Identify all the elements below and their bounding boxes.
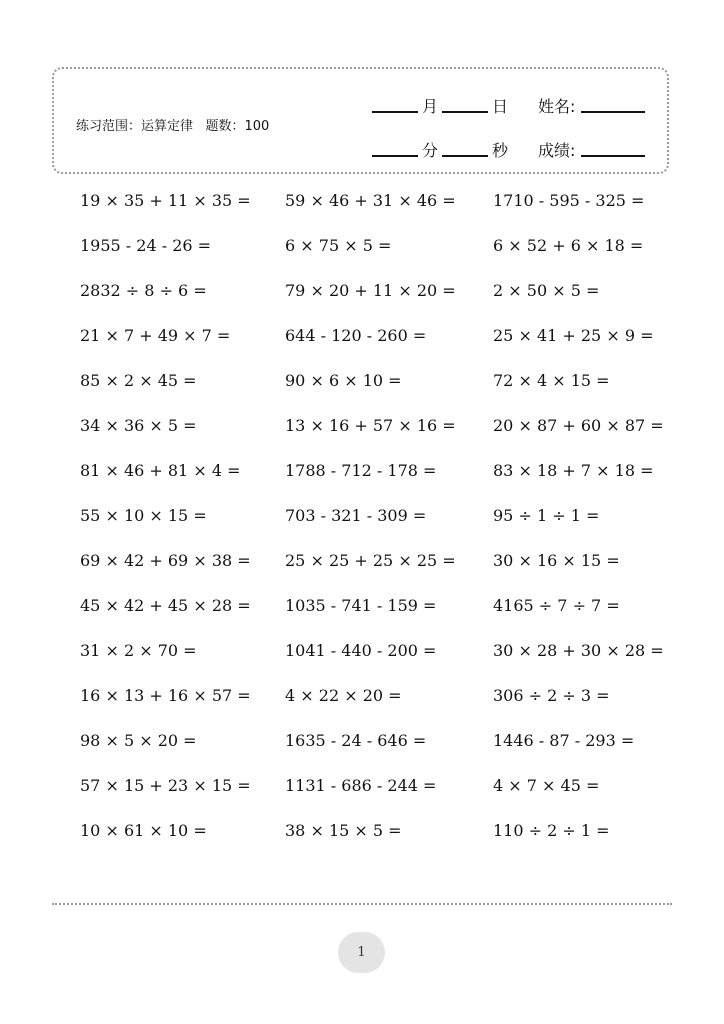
problem-item: 1955 - 24 - 26 = — [80, 236, 212, 255]
problem-count: 题数：100 — [205, 119, 270, 134]
problem-row — [80, 640, 680, 685]
page-number: 1 — [357, 945, 366, 960]
problem-item: 2 × 50 × 5 = — [493, 281, 600, 300]
problem-item: 81 × 46 + 81 × 4 = — [80, 461, 241, 480]
problem-row — [80, 550, 680, 595]
footer-divider — [52, 903, 672, 905]
day-label: 日 — [492, 97, 509, 116]
problem-item: 306 ÷ 2 ÷ 3 = — [493, 686, 610, 705]
minute-blank[interactable] — [372, 154, 418, 157]
problem-item: 30 × 28 + 30 × 28 = — [493, 641, 664, 660]
problem-row — [80, 325, 680, 370]
problem-item: 16 × 13 + 16 × 57 = — [80, 686, 251, 705]
name-label: 姓名: — [538, 97, 576, 116]
second-blank[interactable] — [442, 154, 488, 157]
problem-item: 703 - 321 - 309 = — [285, 506, 427, 525]
problem-row — [80, 820, 680, 865]
problem-item: 4 × 7 × 45 = — [493, 776, 600, 795]
problem-item: 1710 - 595 - 325 = — [493, 191, 645, 210]
header-box — [52, 67, 669, 174]
second-label: 秒 — [492, 141, 509, 160]
problem-item: 90 × 6 × 10 = — [285, 371, 402, 390]
problem-row — [80, 505, 680, 550]
problem-item: 19 × 35 + 11 × 35 = — [80, 191, 251, 210]
problem-item: 85 × 2 × 45 = — [80, 371, 197, 390]
practice-range: 练习范围：运算定律 — [76, 119, 194, 134]
problem-item: 1446 - 87 - 293 = — [493, 731, 635, 750]
month-blank[interactable] — [372, 110, 418, 113]
problem-item: 98 × 5 × 20 = — [80, 731, 197, 750]
problem-item: 30 × 16 × 15 = — [493, 551, 620, 570]
date-name-row — [372, 89, 662, 117]
month-label: 月 — [422, 97, 439, 116]
problem-item: 4165 ÷ 7 ÷ 7 = — [493, 596, 620, 615]
problem-item: 57 × 15 + 23 × 15 = — [80, 776, 251, 795]
problem-item: 1635 - 24 - 646 = — [285, 731, 427, 750]
problem-item: 34 × 36 × 5 = — [80, 416, 197, 435]
problem-item: 1788 - 712 - 178 = — [285, 461, 437, 480]
page-number-badge — [338, 932, 385, 973]
score-label: 成绩: — [538, 141, 576, 160]
problem-item: 55 × 10 × 15 = — [80, 506, 207, 525]
problem-item: 38 × 15 × 5 = — [285, 821, 402, 840]
problem-item: 45 × 42 + 45 × 28 = — [80, 596, 251, 615]
problem-item: 59 × 46 + 31 × 46 = — [285, 191, 456, 210]
problem-item: 69 × 42 + 69 × 38 = — [80, 551, 251, 570]
problem-item: 79 × 20 + 11 × 20 = — [285, 281, 456, 300]
score-blank[interactable] — [581, 154, 645, 157]
problem-item: 95 ÷ 1 ÷ 1 = — [493, 506, 600, 525]
time-score-row — [372, 133, 662, 161]
day-blank[interactable] — [442, 110, 488, 113]
problem-item: 1131 - 686 - 244 = — [285, 776, 437, 795]
problem-item: 110 ÷ 2 ÷ 1 = — [493, 821, 610, 840]
problem-row — [80, 190, 680, 235]
problem-item: 1041 - 440 - 200 = — [285, 641, 437, 660]
problem-row — [80, 235, 680, 280]
problem-row — [80, 595, 680, 640]
problem-grid — [80, 190, 680, 865]
problem-row — [80, 730, 680, 775]
problem-item: 6 × 52 + 6 × 18 = — [493, 236, 644, 255]
problem-item: 25 × 41 + 25 × 9 = — [493, 326, 654, 345]
problem-row — [80, 685, 680, 730]
problem-row — [80, 370, 680, 415]
problem-item: 1035 - 741 - 159 = — [285, 596, 437, 615]
minute-label: 分 — [422, 141, 439, 160]
problem-item: 2832 ÷ 8 ÷ 6 = — [80, 281, 207, 300]
problem-item: 10 × 61 × 10 = — [80, 821, 207, 840]
problem-item: 4 × 22 × 20 = — [285, 686, 402, 705]
problem-item: 83 × 18 + 7 × 18 = — [493, 461, 654, 480]
problem-item: 25 × 25 + 25 × 25 = — [285, 551, 456, 570]
problem-item: 20 × 87 + 60 × 87 = — [493, 416, 664, 435]
problem-item: 6 × 75 × 5 = — [285, 236, 392, 255]
problem-item: 644 - 120 - 260 = — [285, 326, 427, 345]
problem-row — [80, 280, 680, 325]
problem-row — [80, 775, 680, 820]
name-blank[interactable] — [581, 110, 645, 113]
practice-info — [76, 115, 269, 134]
problem-item: 72 × 4 × 15 = — [493, 371, 610, 390]
problem-row — [80, 460, 680, 505]
problem-item: 21 × 7 + 49 × 7 = — [80, 326, 231, 345]
problem-item: 13 × 16 + 57 × 16 = — [285, 416, 456, 435]
student-fields — [372, 89, 662, 177]
problem-row — [80, 415, 680, 460]
problem-item: 31 × 2 × 70 = — [80, 641, 197, 660]
